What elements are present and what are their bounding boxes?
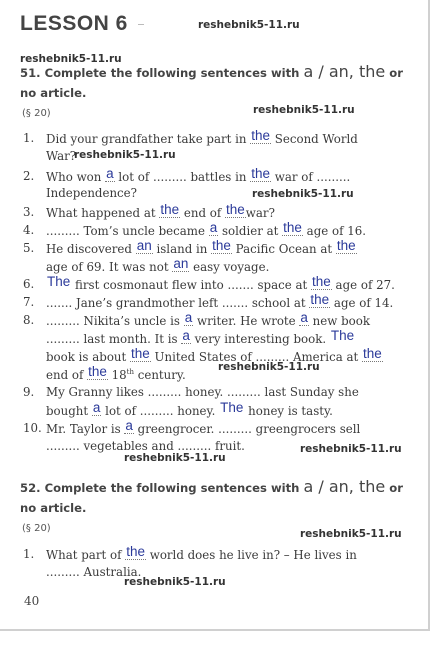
item-number: 6. — [23, 277, 35, 291]
sentence-line: Did your grandfather take part in the Second World — [46, 128, 358, 146]
answer: a — [125, 418, 133, 433]
watermark: reshebnik5-11.ru — [300, 443, 402, 455]
answer: the — [283, 220, 302, 235]
item-number: 5. — [23, 241, 35, 255]
answer: the — [160, 202, 180, 217]
item-number: 1. — [23, 547, 35, 561]
sentence-line: What happened at the end of thewar? — [46, 202, 275, 220]
answer: the — [312, 274, 331, 289]
item-number: 9. — [23, 385, 35, 399]
item-number: 7. — [23, 295, 35, 309]
answer: the — [226, 202, 245, 217]
answer: the — [131, 346, 150, 361]
answer: an — [136, 238, 152, 253]
item-number: 8. — [23, 313, 35, 327]
divider — [138, 24, 144, 25]
answer: the — [336, 238, 356, 253]
sentence-line: ......... Nikita’s uncle is a writer. He wrote a new book — [46, 310, 371, 328]
answer: an — [173, 256, 189, 271]
sentence-line: ......... Tom’s uncle became a soldier at the age of 16. — [46, 220, 366, 238]
answer: a — [92, 400, 101, 415]
answer: the — [363, 346, 382, 361]
sentence-line: ......... vegetables and ......... fruit. — [46, 439, 245, 453]
watermark: reshebnik5-11.ru — [198, 19, 300, 31]
section-ref: (§ 20) — [22, 108, 51, 119]
answer: the — [88, 364, 107, 379]
heading-text: 52. Complete the following sentences with — [20, 481, 300, 495]
watermark: reshebnik5-11.ru — [124, 576, 226, 588]
answer: the — [310, 292, 330, 307]
heading-articles: a / an, the — [303, 62, 386, 81]
answer: a — [106, 166, 114, 181]
item-number: 3. — [23, 205, 35, 219]
watermark: reshebnik5-11.ru — [252, 188, 354, 200]
answer: the — [251, 166, 270, 181]
watermark: reshebnik5-11.ru — [253, 104, 355, 116]
sentence-line: book is about the United States of ......... America at the — [46, 346, 382, 364]
watermark: reshebnik5-11.ru — [300, 528, 402, 540]
sentence-line: end of the 18th century. — [46, 364, 186, 382]
answer: The — [220, 400, 244, 415]
answer: a — [300, 310, 308, 325]
watermark: reshebnik5-11.ru — [74, 149, 176, 161]
section-ref: (§ 20) — [22, 523, 51, 534]
sentence-line: age of 69. It was not an easy voyage. — [46, 256, 270, 274]
sentence-line: Independence? — [46, 186, 137, 200]
answer: the — [126, 544, 145, 559]
lesson-title: LESSON 6 — [20, 12, 128, 35]
sentence-line: Mr. Taylor is a greengrocer. ......... greengrocers sell — [46, 418, 361, 436]
item-number: 1. — [23, 131, 35, 145]
item-number: 4. — [23, 223, 35, 237]
heading-articles: a / an, the — [303, 477, 386, 496]
item-number: 2. — [23, 169, 35, 183]
sentence-line: bought a lot of ......... honey. The honey is tasty. — [46, 400, 333, 418]
sentence-line: ....... Jane’s grandmother left ....... school at the age of 14. — [46, 292, 394, 310]
sentence-line: ......... Australia. — [46, 565, 142, 579]
answer: a — [184, 310, 193, 325]
answer: the — [212, 238, 231, 253]
watermark: reshebnik5-11.ru — [218, 361, 320, 373]
sentence-line: Who won a lot of ......... battles in the war of ......... — [46, 166, 351, 184]
exercise-51-heading — [20, 62, 415, 103]
sentence-line: The first cosmonaut flew into ....... space at the age of 27. — [47, 274, 395, 292]
heading-text: 51. Complete the following sentences with — [20, 66, 300, 80]
sentence-line: My Granny likes ......... honey. ......... last Sunday she — [46, 385, 359, 399]
sentence-line: He discovered an island in the Pacific Ocean at the — [46, 238, 356, 256]
exercise-52-heading — [20, 477, 415, 518]
answer: a — [182, 328, 190, 343]
heading-tail: or no article. — [20, 66, 403, 100]
page-number: 40 — [24, 594, 40, 608]
answer: the — [251, 128, 271, 143]
heading-tail: or no article. — [20, 481, 403, 515]
answer: The — [47, 274, 71, 289]
sentence-line: War? — [46, 149, 77, 163]
watermark: reshebnik5-11.ru — [20, 53, 122, 65]
sentence-line: ......... last month. It is a very interesting book. The — [46, 328, 355, 346]
answer: a — [209, 220, 218, 235]
answer: The — [330, 328, 355, 343]
watermark: reshebnik5-11.ru — [124, 452, 226, 464]
item-number: 10. — [23, 421, 42, 435]
sentence-line: What part of the world does he live in? – He lives in — [46, 544, 357, 562]
